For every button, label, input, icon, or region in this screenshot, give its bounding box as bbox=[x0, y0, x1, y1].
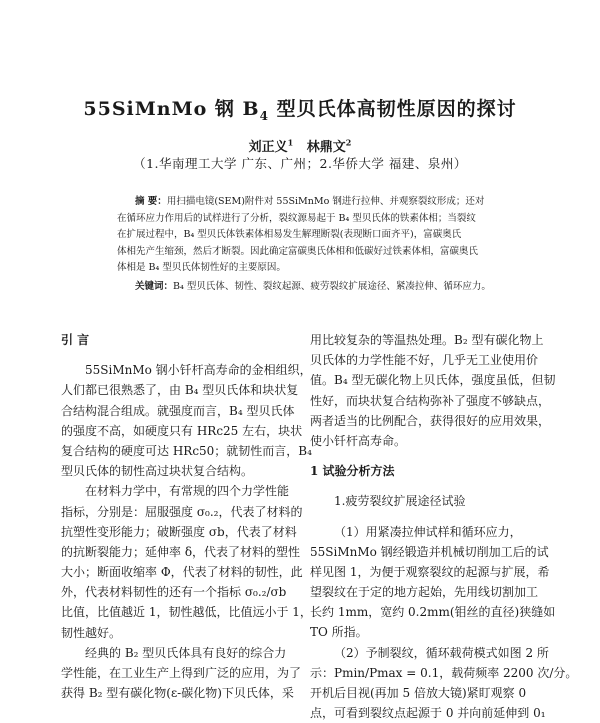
body-line: 示：Pmin/Pmax = 0.1，载荷频率 2200 次/分。 bbox=[310, 665, 578, 680]
affiliation: （1.华南理工大学 广东、广州；2.华侨大学 福建、泉州） bbox=[133, 156, 467, 171]
author-2: 林鼎文 bbox=[306, 140, 346, 155]
body-line: 型贝氏体的韧性高过块状复合结构。 bbox=[61, 464, 254, 479]
paper-title bbox=[0, 94, 600, 123]
body-line: 比值，比值越近 1，韧性越低，比值远小于 1， bbox=[61, 605, 312, 620]
body-line: 两者适当的比例配合，获得很好的应用效果， bbox=[310, 413, 551, 428]
section-heading-methods: 1 试验分析方法 bbox=[310, 464, 395, 479]
author-line bbox=[0, 136, 600, 155]
body-line: 样见图 1，为便于观察裂纹的起源与扩展，希 bbox=[310, 564, 550, 579]
keywords-line bbox=[117, 279, 497, 296]
author-2-affil-mark: 2 bbox=[345, 137, 352, 148]
body-line: 的抗断裂能力；延伸率 δ，代表了材料的塑性 bbox=[61, 544, 301, 559]
body-line: 复合结构的硬度可达 HRc50；就韧性而言，B₄ bbox=[61, 443, 312, 458]
author-1: 刘正义 bbox=[248, 140, 288, 155]
body-line: 人们都已很熟悉了，由 B₄ 型贝氏体和块状复 bbox=[61, 383, 299, 398]
abstract-line bbox=[117, 194, 497, 211]
body-line: 经典的 B₂ 型贝氏体具有良好的综合力 bbox=[85, 645, 287, 660]
subsection-heading: 1.疲劳裂纹扩展途径试验 bbox=[334, 494, 466, 509]
body-line: （1）用紧凑拉伸试样和循环应力， bbox=[334, 524, 522, 539]
body-line: 55SiMnMo 钢经锻造并机械切削加工后的试 bbox=[310, 544, 549, 559]
body-line: TO 所指。 bbox=[310, 625, 368, 640]
body-line: 贝氏体的力学性能不好，几乎无工业使用价 bbox=[310, 353, 539, 368]
body-line: 用比较复杂的等温热处理。B₂ 型有碳化物上 bbox=[310, 333, 544, 347]
body-line: 55SiMnMo 钢小钎杆高寿命的金相组织， bbox=[85, 363, 312, 378]
body-line: 指标，分别是：屈服强度 σ₀.₂，代表了材料的 bbox=[61, 504, 303, 519]
abstract-line: 在扩展过程中，B₄ 型贝氏体铁素体相易发生解理断裂(表现断口面齐平)，富碳奥氏 bbox=[117, 229, 462, 241]
body-line: 望裂纹在于定的地方起始，先用线切割加工 bbox=[310, 585, 539, 600]
title-main: 55SiMnMo 钢 B bbox=[83, 98, 260, 120]
title-subscript: 4 bbox=[259, 108, 269, 123]
author-1-affil-mark: 1 bbox=[287, 137, 294, 148]
body-line: 在材料力学中，有常规的四个力学性能 bbox=[85, 484, 290, 499]
author-separator bbox=[293, 140, 307, 155]
body-line: 大小；断面收缩率 Φ，代表了材料的韧性，此 bbox=[61, 565, 303, 580]
body-line: 外，代表材料韧性的还有一个指标 σ₀.₂/σb bbox=[61, 585, 287, 600]
abstract-block bbox=[117, 194, 497, 296]
body-line: 点，可看到裂纹点起源于 0 并向前延伸到 0₁ bbox=[310, 706, 546, 721]
body-line: 的强度不高，如硬度只有 HRc25 左右，块状 bbox=[61, 423, 303, 438]
keywords-text: B₄ 型贝氏体、韧性、裂纹起源、疲劳裂纹扩展途径、紧凑拉伸、循环应力。 bbox=[173, 280, 491, 292]
abstract-line: 体相先产生缩颈，然后才断裂。因此确定富碳奥氏体相和低碳好过铁素体相，富碳奥氏 bbox=[117, 245, 479, 257]
body-line: 值。B₄ 型无碳化物上贝氏体，强度虽低，但韧 bbox=[310, 373, 556, 388]
body-line: （2）予制裂纹，循环载荷模式如图 2 所 bbox=[334, 645, 549, 660]
body-line: 开机后目视(再加 5 倍放大镜)紧盯观察 0 bbox=[310, 686, 527, 700]
right-column bbox=[310, 330, 578, 723]
abstract-line: 体相是 B₄ 型贝氏体韧性好的主要原因。 bbox=[117, 262, 286, 274]
abstract-line: 在循环应力作用后的试样进行了分析，裂纹源易起于 B₄ 型贝氏体的铁素体相；当裂纹 bbox=[117, 212, 476, 224]
body-line: 获得 B₂ 型有碳化物(ε-碳化物)下贝氏体，采 bbox=[61, 686, 294, 701]
keywords-label: 关键词： bbox=[135, 280, 174, 292]
body-line: 合结构混合组成。就强度而言，B₄ 型贝氏体 bbox=[61, 403, 295, 418]
abstract-label: 摘 要： bbox=[135, 196, 167, 207]
section-heading-intro: 引 言 bbox=[61, 333, 90, 347]
body-line: 使小钎杆高寿命。 bbox=[310, 433, 407, 448]
body-line: 韧性越好。 bbox=[61, 625, 122, 640]
body-line: 长约 1mm，宽约 0.2mm(钼丝的直径)狭缝如 bbox=[310, 605, 556, 620]
left-column bbox=[61, 330, 312, 703]
abstract-text: 用扫描电镜(SEM)附件对 55SiMnMo 钢进行拉伸、并观察裂纹形成；还对 bbox=[166, 196, 485, 207]
body-line: 性好，而块状复合结构弥补了强度不够缺点， bbox=[310, 393, 551, 408]
body-line: 抗塑性变形能力；破断强度 σb，代表了材料 bbox=[61, 524, 297, 539]
body-line: 学性能，在工业生产上得到广泛的应用，为了 bbox=[61, 666, 302, 680]
title-rest: 型贝氏体高韧性原因的探讨 bbox=[268, 98, 517, 120]
